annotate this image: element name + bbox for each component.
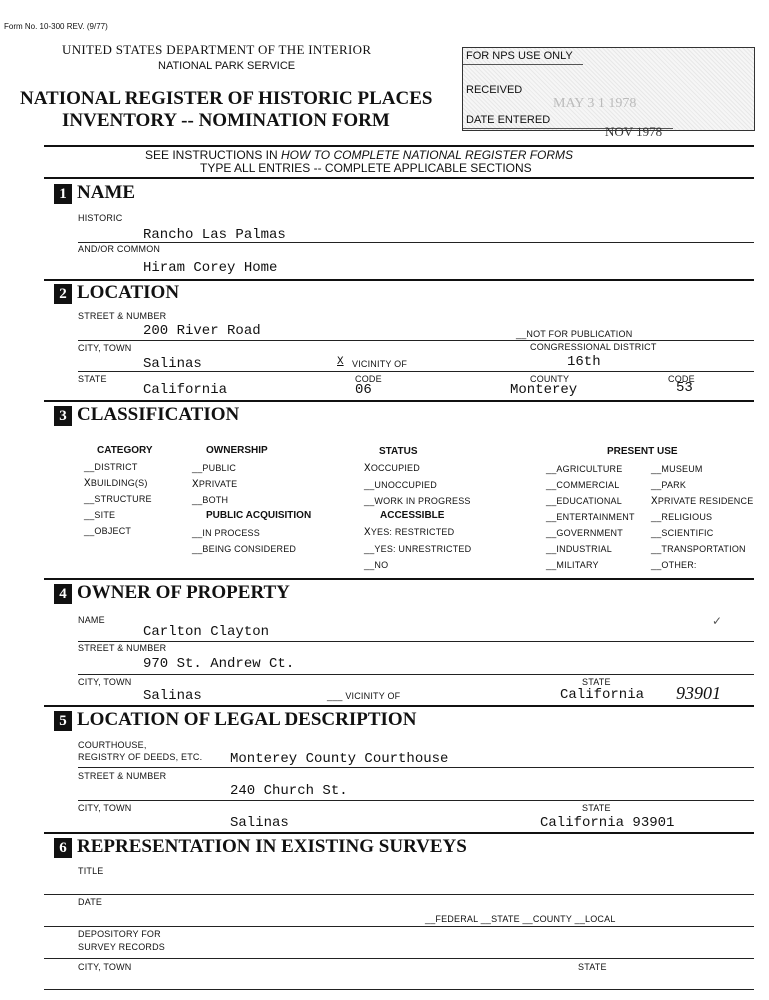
accessible-item xyxy=(364,560,388,570)
state-value: California xyxy=(143,382,228,398)
survey-city-label: CITY, TOWN xyxy=(78,962,132,972)
county-label: COUNTY xyxy=(530,374,570,384)
section-1-title: NAME xyxy=(77,182,136,203)
ownership-item xyxy=(192,495,228,505)
owner-zip-handwritten: 93901 xyxy=(676,683,721,703)
use-item xyxy=(546,480,619,490)
section-1-number: 1 xyxy=(54,184,72,204)
check-mark: __ xyxy=(192,463,203,473)
option-label: YES: UNRESTRICTED xyxy=(374,544,472,554)
instructions-prefix: SEE INSTRUCTIONS IN xyxy=(145,148,282,162)
check-mark: __ xyxy=(364,560,375,570)
status-heading: STATUS xyxy=(379,446,418,457)
city-label: CITY, TOWN xyxy=(78,343,132,353)
street-value: 200 River Road xyxy=(143,323,261,339)
section-4-title: OWNER OF PROPERTY xyxy=(77,582,290,603)
status-item xyxy=(364,496,471,506)
received-stamp: MAY 3 1 1978 xyxy=(553,96,637,111)
category-item xyxy=(84,510,115,520)
use-item xyxy=(651,464,703,474)
date-entered-stamp: NOV 1978 xyxy=(605,124,663,139)
common-value: Hiram Corey Home xyxy=(143,260,278,276)
use-item xyxy=(546,544,612,554)
option-label: INDUSTRIAL xyxy=(556,544,612,554)
check-mark: __ xyxy=(651,480,662,490)
section-5-title: LOCATION OF LEGAL DESCRIPTION xyxy=(77,709,417,730)
check-mark: X xyxy=(651,496,658,508)
option-label: BOTH xyxy=(202,495,229,505)
option-label: GOVERNMENT xyxy=(556,528,623,538)
check-mark: __ xyxy=(546,528,557,538)
legal-city-label: CITY, TOWN xyxy=(78,803,132,813)
check-mark: __ xyxy=(546,464,557,474)
legal-state-value: California 93901 xyxy=(540,815,675,831)
option-label: OTHER: xyxy=(661,560,697,570)
check-mark: __ xyxy=(546,496,557,506)
ownership-item xyxy=(192,463,236,473)
option-label: RELIGIOUS xyxy=(661,512,713,522)
option-label: BEING CONSIDERED xyxy=(202,544,297,554)
check-mark: __ xyxy=(192,544,203,554)
county-code-value: 53 xyxy=(676,380,693,396)
check-mark: X xyxy=(364,527,371,539)
ownership-heading: OWNERSHIP xyxy=(206,445,268,456)
use-item xyxy=(546,512,635,522)
option-label: PARK xyxy=(661,480,687,490)
use-item xyxy=(651,512,712,522)
option-label: STRUCTURE xyxy=(94,494,152,504)
section-2-number: 2 xyxy=(54,284,72,304)
legal-city-value: Salinas xyxy=(230,815,289,831)
option-label: SCIENTIFIC xyxy=(661,528,714,538)
check-mark: __ xyxy=(651,560,662,570)
option-label: DISTRICT xyxy=(94,462,138,472)
public-acquisition-heading: PUBLIC ACQUISITION xyxy=(206,510,312,521)
instructions-ref: HOW TO COMPLETE NATIONAL REGISTER FORMS xyxy=(281,148,574,162)
depository-label-1: DEPOSITORY FOR xyxy=(78,929,161,939)
survey-title-label: TITLE xyxy=(78,866,104,876)
option-label: ENTERTAINMENT xyxy=(556,512,635,522)
owner-city-label: CITY, TOWN xyxy=(78,677,132,687)
courthouse-value: Monterey County Courthouse xyxy=(230,751,449,767)
status-item xyxy=(364,463,420,475)
section-6-title: REPRESENTATION IN EXISTING SURVEYS xyxy=(77,836,467,857)
historic-value: Rancho Las Palmas xyxy=(143,227,286,243)
option-label: BUILDING(S) xyxy=(90,478,148,488)
service-name: NATIONAL PARK SERVICE xyxy=(158,60,296,72)
legal-street-label: STREET & NUMBER xyxy=(78,771,167,781)
nps-use-box xyxy=(462,47,755,131)
check-mark: X xyxy=(84,478,91,490)
check-mark: __ xyxy=(651,544,662,554)
check-mark: __ xyxy=(192,528,203,538)
accessible-item xyxy=(364,527,454,539)
owner-street-label: STREET & NUMBER xyxy=(78,643,167,653)
option-label: MUSEUM xyxy=(661,464,703,474)
owner-state-value: California xyxy=(560,687,645,703)
county-value: Monterey xyxy=(510,382,578,398)
owner-street-value: 970 St. Andrew Ct. xyxy=(143,656,295,672)
survey-date-label: DATE xyxy=(78,897,103,907)
check-mark: __ xyxy=(546,480,557,490)
owner-name-label: NAME xyxy=(78,615,105,625)
county-code-label: CODE xyxy=(668,374,695,384)
check-mark: __ xyxy=(546,560,557,570)
use-item xyxy=(651,496,753,508)
vicinity-mark: X xyxy=(337,356,344,368)
check-mark: __ xyxy=(364,544,375,554)
option-label: NO xyxy=(374,560,389,570)
accessible-item xyxy=(364,544,471,554)
owner-vicinity-label: ___ VICINITY OF xyxy=(327,691,401,701)
check-mark: __ xyxy=(651,464,662,474)
check-mark: __ xyxy=(84,462,95,472)
use-item xyxy=(651,560,697,570)
accessible-heading: ACCESSIBLE xyxy=(380,510,445,521)
check-mark: __ xyxy=(651,528,662,538)
check-mark: __ xyxy=(651,512,662,522)
check-icon: ✓ xyxy=(712,614,723,628)
owner-state-label: STATE xyxy=(582,677,611,687)
option-label: OBJECT xyxy=(94,526,132,536)
date-entered-label: DATE ENTERED xyxy=(466,114,551,126)
check-mark: X xyxy=(364,463,371,475)
congressional-value: 16th xyxy=(567,354,601,370)
option-label: OCCUPIED xyxy=(370,463,420,473)
check-mark: __ xyxy=(546,544,557,554)
option-label: TRANSPORTATION xyxy=(661,544,746,554)
category-heading: CATEGORY xyxy=(97,445,153,456)
section-4-number: 4 xyxy=(54,584,72,604)
category-item xyxy=(84,462,138,472)
status-item xyxy=(364,480,437,490)
city-value: Salinas xyxy=(143,356,202,372)
check-mark: __ xyxy=(84,494,95,504)
option-label: SITE xyxy=(94,510,116,520)
state-code-value: 06 xyxy=(355,382,372,398)
option-label: EDUCATIONAL xyxy=(556,496,622,506)
instructions-line2: TYPE ALL ENTRIES -- COMPLETE APPLICABLE SECTIONS xyxy=(200,161,532,175)
check-mark: __ xyxy=(192,495,203,505)
state-label: STATE xyxy=(78,374,107,384)
category-item xyxy=(84,478,148,490)
legal-state-label: STATE xyxy=(582,803,611,813)
ownership-item xyxy=(192,479,237,491)
use-item xyxy=(546,560,599,570)
survey-state-label: STATE xyxy=(578,962,607,972)
street-label: STREET & NUMBER xyxy=(78,311,167,321)
congressional-label: CONGRESSIONAL DISTRICT xyxy=(530,342,657,352)
registry-label: REGISTRY OF DEEDS, ETC. xyxy=(78,752,203,762)
check-mark: __ xyxy=(364,496,375,506)
option-label: MILITARY xyxy=(556,560,599,570)
state-code-label: CODE xyxy=(355,374,382,384)
vicinity-label: VICINITY OF xyxy=(352,359,408,369)
option-label: IN PROCESS xyxy=(202,528,260,538)
form-title-line2: INVENTORY -- NOMINATION FORM xyxy=(62,110,390,131)
received-label: RECEIVED xyxy=(466,84,523,96)
form-title-line1: NATIONAL REGISTER OF HISTORIC PLACES xyxy=(20,88,433,109)
historic-label: HISTORIC xyxy=(78,213,123,223)
check-mark: __ xyxy=(546,512,557,522)
check-mark: __ xyxy=(364,480,375,490)
category-item xyxy=(84,526,131,536)
option-label: AGRICULTURE xyxy=(556,464,623,474)
check-mark: X xyxy=(192,479,199,491)
depository-label-2: SURVEY RECORDS xyxy=(78,942,165,952)
department-name: UNITED STATES DEPARTMENT OF THE INTERIOR xyxy=(62,42,372,57)
use-item xyxy=(651,528,713,538)
use-item xyxy=(546,528,623,538)
option-label: COMMERCIAL xyxy=(556,480,620,490)
instructions-line1 xyxy=(145,148,573,162)
acquisition-item xyxy=(192,528,260,538)
use-item xyxy=(651,480,686,490)
check-mark: __ xyxy=(84,526,95,536)
section-3-title: CLASSIFICATION xyxy=(77,404,240,425)
option-label: WORK IN PROGRESS xyxy=(374,496,471,506)
option-label: PRIVATE RESIDENCE xyxy=(657,496,754,506)
acquisition-item xyxy=(192,544,296,554)
owner-name-value: Carlton Clayton xyxy=(143,624,270,640)
form-number: Form No. 10-300 REV. (9/77) xyxy=(4,22,108,31)
option-label: PRIVATE xyxy=(198,479,238,489)
use-item xyxy=(546,496,622,506)
section-3-number: 3 xyxy=(54,406,72,426)
present-use-heading: PRESENT USE xyxy=(607,446,678,457)
check-mark: __ xyxy=(84,510,95,520)
option-label: UNOCCUPIED xyxy=(374,480,437,490)
survey-levels: __FEDERAL __STATE __COUNTY __LOCAL xyxy=(425,914,616,924)
use-item xyxy=(651,544,746,554)
option-label: PUBLIC xyxy=(202,463,237,473)
section-2-title: LOCATION xyxy=(77,282,180,303)
courthouse-label: COURTHOUSE, xyxy=(78,740,147,750)
option-label: YES: RESTRICTED xyxy=(370,527,455,537)
owner-city-value: Salinas xyxy=(143,688,202,704)
legal-street-value: 240 Church St. xyxy=(230,783,348,799)
use-item xyxy=(546,464,622,474)
nps-box-label: FOR NPS USE ONLY xyxy=(466,50,573,62)
not-for-publication: __NOT FOR PUBLICATION xyxy=(516,329,633,339)
section-5-number: 5 xyxy=(54,711,72,731)
section-6-number: 6 xyxy=(54,838,72,858)
category-item xyxy=(84,494,152,504)
common-label: AND/OR COMMON xyxy=(78,244,161,254)
